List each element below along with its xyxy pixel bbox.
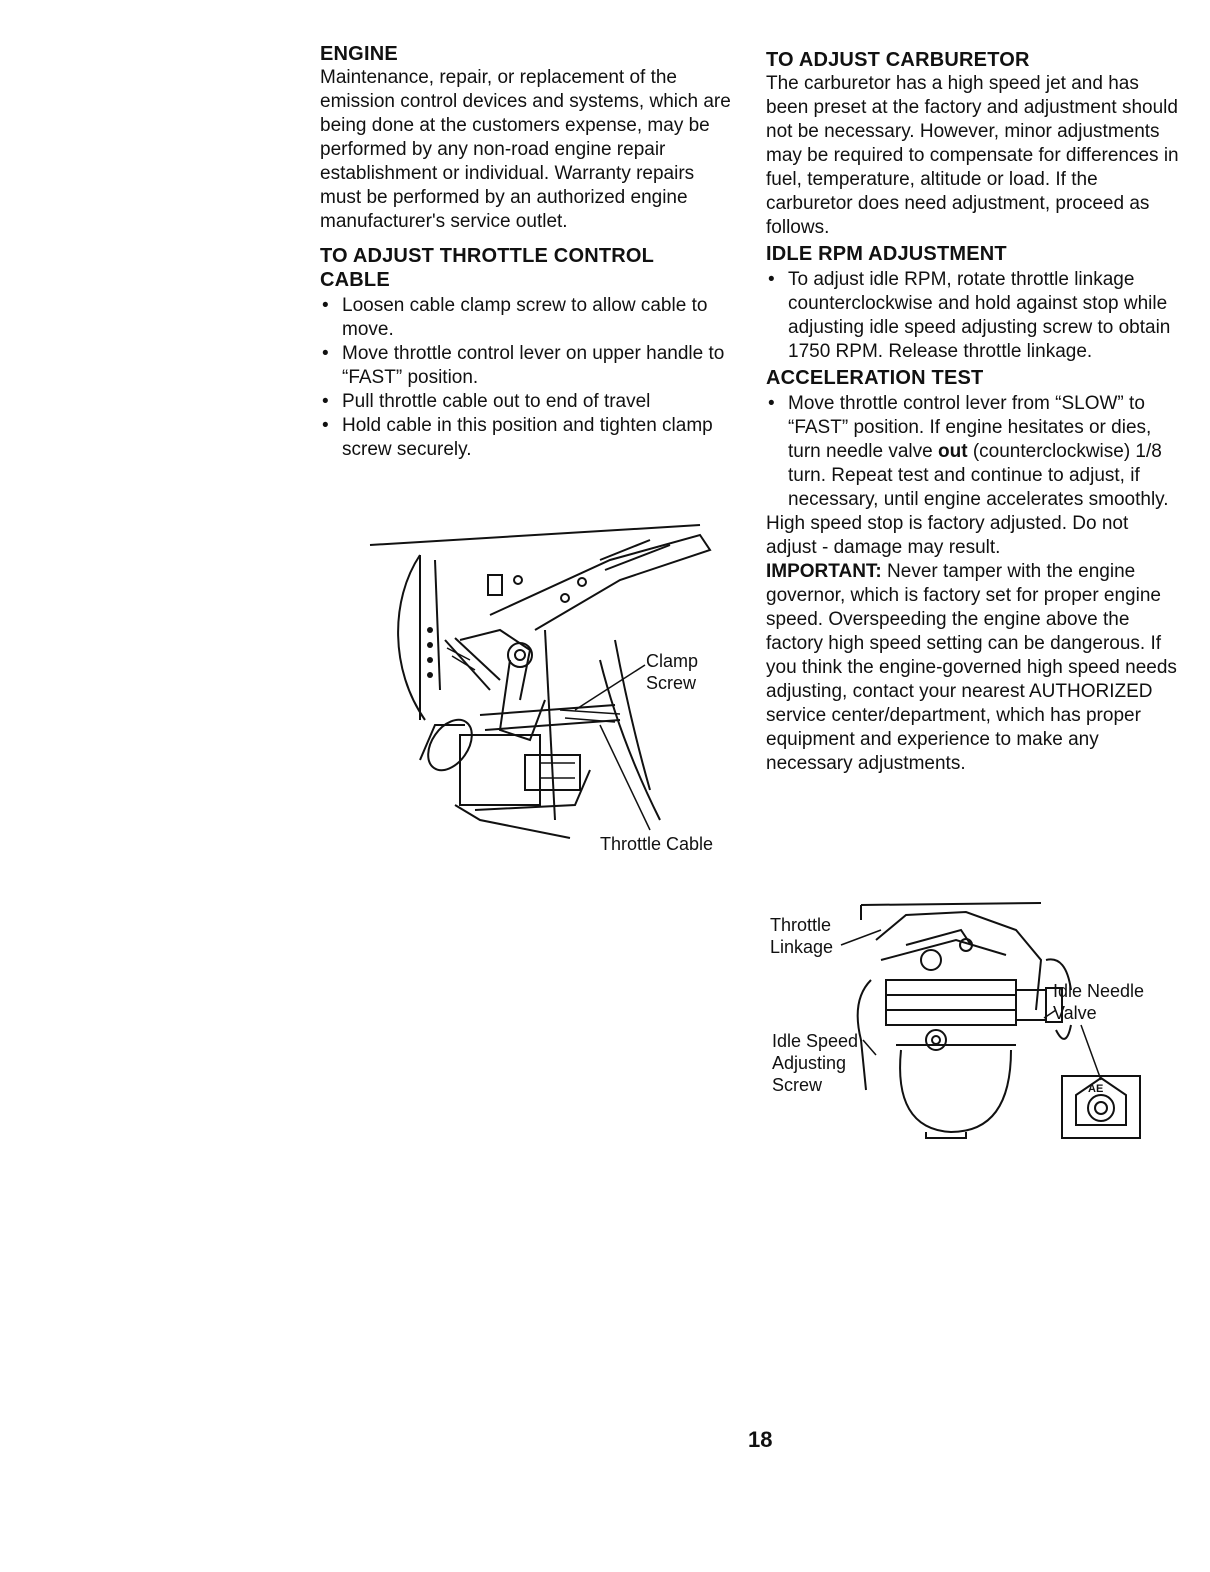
left-column bbox=[320, 42, 740, 462]
carburetor-figure bbox=[766, 900, 1166, 1150]
list-item bbox=[766, 392, 1176, 512]
important-note bbox=[766, 560, 1181, 776]
list-item: • To adjust idle RPM, rotate throttle linkage counterclockwise and hold against stop while adjusting idle speed adjusting screw to obtain 1750 RPM. Release throttle linkage. bbox=[766, 268, 1176, 364]
important-text: Never tamper with the engine governor, which is factory set for proper engine speed. Overspeeding the engine above the factory high speed setting can be dangerous. If you think the engine-governed high speed needs adjusting, contact your nearest AUTHORIZED service center/department, which has proper equipment and experience to make any necessary adjustments. bbox=[766, 561, 1177, 774]
accel-step-text-end: (counterclockwise) 1/8 turn. Repeat test and continue to adjust, if necessary, until engine accelerates smoothly. bbox=[788, 441, 1169, 510]
accel-step-emphasis: out bbox=[938, 441, 968, 462]
clamp-screw-label: Clamp Screw bbox=[646, 651, 699, 693]
acceleration-test-steps bbox=[766, 392, 1176, 512]
engine-heading: ENGINE bbox=[320, 43, 398, 65]
page-number: 18 bbox=[748, 1427, 773, 1452]
carburetor-body: The carburetor has a high speed jet and has been preset at the factory and adjustment should not be necessary. However, minor adjustments may be required to compensate for differences in fuel, temperature, altitude or load. If the carburetor does need adjustment, proceed as follows. bbox=[766, 73, 1179, 238]
list-item: • Hold cable in this position and tighten clamp screw securely. bbox=[320, 414, 725, 462]
engine-body: Maintenance, repair, or replacement of the emission control devices and systems, which are being done at the customers expense, may be performed by any non-road engine repair establishment or individual. Warranty repairs must be performed by an authorized engine manufacturer's service outlet. bbox=[320, 67, 731, 232]
idle-needle-valve-label: Idle Needle Valve bbox=[1053, 981, 1145, 1023]
list-item: • Pull throttle cable out to end of travel bbox=[320, 390, 725, 414]
important-label: IMPORTANT: bbox=[766, 561, 882, 582]
throttle-cable-heading: TO ADJUST THROTTLE CONTROL CABLE bbox=[320, 245, 654, 291]
accel-step-text: Move throttle control lever from “SLOW” to “FAST” position. If engine hesitates or dies, turn needle valve bbox=[788, 393, 1152, 462]
list-item: • Loosen cable clamp screw to allow cable to move. bbox=[320, 294, 725, 342]
right-column bbox=[766, 48, 1186, 776]
acceleration-test-heading: ACCELERATION TEST bbox=[766, 367, 984, 389]
idle-rpm-steps bbox=[766, 268, 1176, 364]
throttle-cable-figure bbox=[360, 520, 740, 860]
carburetor-heading: TO ADJUST CARBURETOR bbox=[766, 49, 1030, 71]
high-speed-note: High speed stop is factory adjusted. Do not adjust - damage may result. bbox=[766, 513, 1129, 558]
throttle-cable-label: Throttle Cable bbox=[600, 834, 714, 854]
idle-speed-screw-label: Idle Speed Adjusting Screw bbox=[772, 1031, 859, 1095]
ae-badge-text: AE bbox=[1088, 1083, 1104, 1095]
idle-rpm-heading: IDLE RPM ADJUSTMENT bbox=[766, 243, 1007, 265]
throttle-linkage-label: Throttle Linkage bbox=[770, 915, 834, 957]
throttle-cable-steps bbox=[320, 294, 725, 462]
list-item: • Move throttle control lever on upper handle to “FAST” position. bbox=[320, 342, 725, 390]
